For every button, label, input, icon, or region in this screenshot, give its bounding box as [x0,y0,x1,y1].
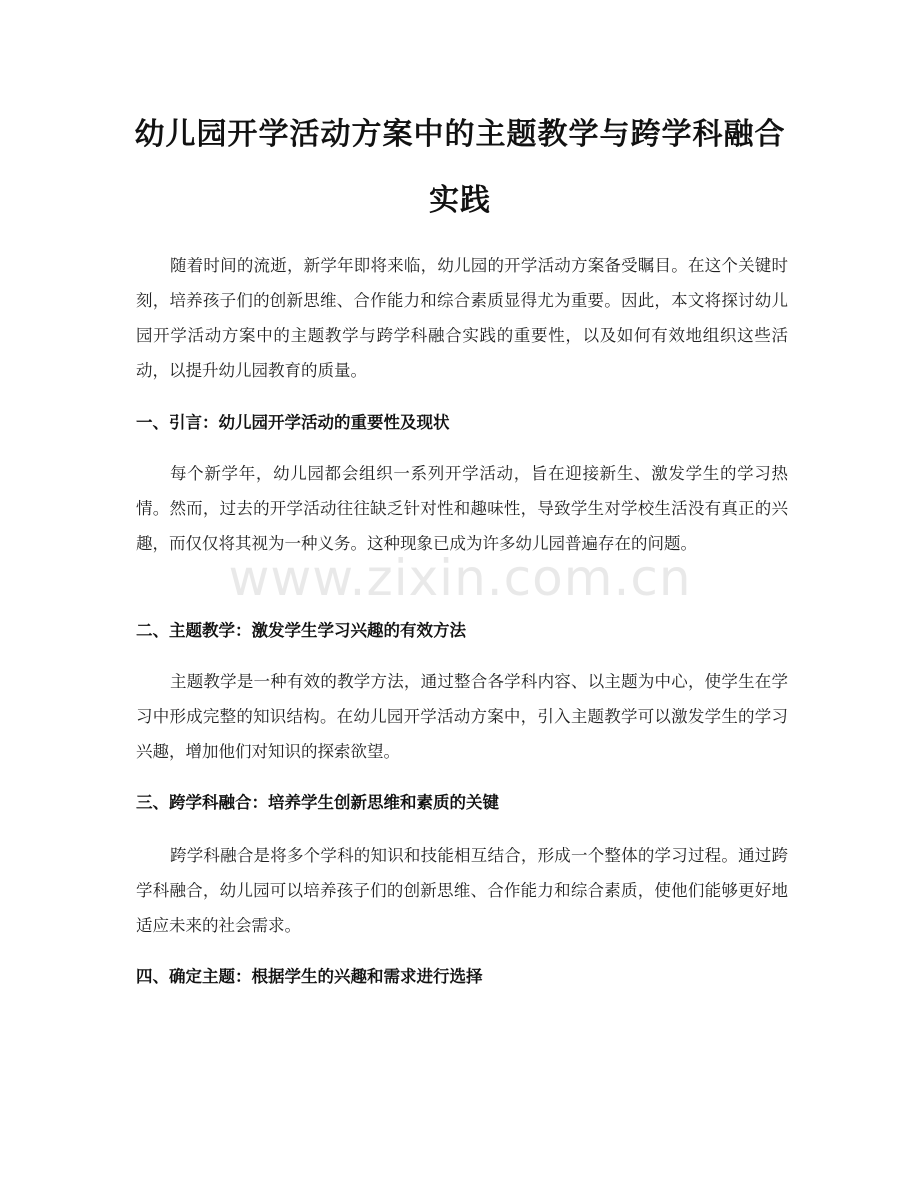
section-body-3: 跨学科融合是将多个学科的知识和技能相互结合，形成一个整体的学习过程。通过跨学科融合，幼儿园可以培养孩子们的创新思维、合作能力和综合素质，使他们能够更好地适应未来的社会需求。 [136,846,788,935]
section-heading-1: 一、引言：幼儿园开学活动的重要性及现状 [136,413,450,432]
section-body-1: 每个新学年，幼儿园都会组织一系列开学活动，旨在迎接新生、激发学生的学习热情。然而，过去的开学活动往往缺乏针对性和趣味性，导致学生对学校生活没有真正的兴趣，而仅仅将其视为一种义务。这种现象已成为许多幼儿园普遍存在的问题。 [136,464,788,553]
watermark-text: www.zixin.com.cn [228,549,692,607]
section-heading-4: 四、确定主题：根据学生的兴趣和需求进行选择 [136,967,483,986]
intro-paragraph: 随着时间的流逝，新学年即将来临，幼儿园的开学活动方案备受瞩目。在这个关键时刻，培养孩子们的创新思维、合作能力和综合素质显得尤为重要。因此，本文将探讨幼儿园开学活动方案中的主题教学与跨学科融合实践的重要性，以及如何有效地组织这些活动，以提升幼儿园教育的质量。 [136,256,788,380]
section-heading-3: 三、跨学科融合：培养学生创新思维和素质的关键 [136,793,499,812]
document-title: 幼儿园开学活动方案中的主题教学与跨学科融合实践 [134,117,786,218]
section-heading-2: 二、主题教学：激发学生学习兴趣的有效方法 [136,621,466,640]
section-body-2: 主题教学是一种有效的教学方法，通过整合各学科内容、以主题为中心，使学生在学习中形成完整的知识结构。在幼儿园开学活动方案中，引入主题教学可以激发学生的学习兴趣，增加他们对知识的探索欲望。 [136,672,788,761]
